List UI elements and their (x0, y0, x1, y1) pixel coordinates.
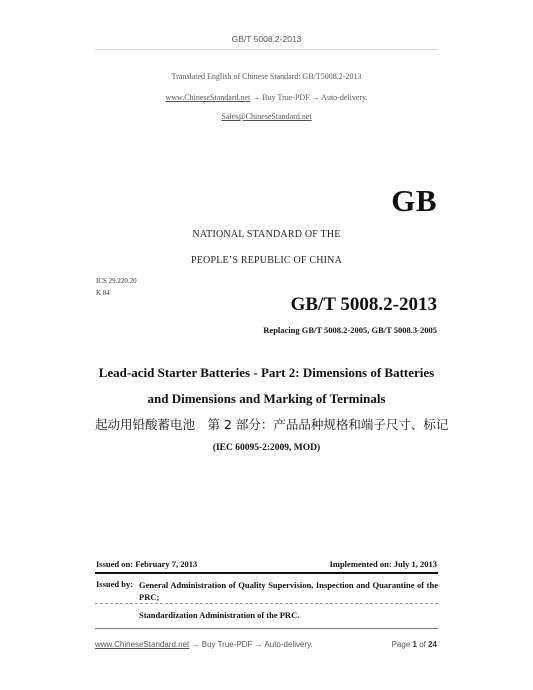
title-line-1: Lead-acid Starter Batteries - Part 2: Dimensions of Batteries (98, 365, 435, 380)
sales-line (0, 112, 533, 121)
gb-mark: GB (391, 183, 437, 218)
national-standard-line-2: PEOPLE’S REPUBLIC OF CHINA (190, 255, 343, 266)
ics-code: ICS 29.220.20 (96, 277, 137, 285)
page-number: 1 (412, 640, 417, 649)
translation-notice: Translated English of Chinese Standard: GB/T5008.2-2013 (171, 72, 362, 81)
page-indicator (392, 640, 437, 649)
chinese-title: 起动用铅酸蓄电池 第 2 部分：产品品种规格和端子尺寸、标记 (95, 417, 449, 432)
page-label: Page (391, 640, 411, 649)
issued-by-label: Issued by: (96, 579, 134, 589)
header-rule (95, 49, 438, 50)
page-total: 24 (428, 640, 437, 649)
footer-links (95, 640, 313, 649)
issue-rule-thick (95, 572, 438, 574)
issued-by-org-1: General Administration of Quality Supervision, Inspection and Quarantine of the PRC; (139, 580, 438, 602)
sales-email-link[interactable]: Sales@ChineseStandard.net (221, 112, 312, 121)
implemented-on: Implemented on: July 1, 2013 (329, 559, 437, 569)
issued-by-org-2: Standardization Administration of the PRC. (139, 610, 300, 620)
standard-number: GB/T 5008.2-2013 (290, 294, 437, 315)
issued-by-divider (95, 603, 438, 604)
national-standard-line-1: NATIONAL STANDARD OF THE (192, 229, 341, 240)
ccs-code: K 84 (96, 289, 110, 297)
issued-on: Issued on: February 7, 2013 (96, 559, 198, 569)
footer-rule (95, 628, 438, 629)
site-line (0, 93, 533, 102)
running-header: GB/T 5008.2-2013 (231, 34, 302, 44)
footer-links-tail: → Buy True-PDF → Auto-delivery. (189, 640, 313, 649)
title-line-2: and Dimensions and Marking of Terminals (147, 391, 386, 406)
of-label: of (419, 640, 426, 649)
footer-site-link[interactable]: www.ChineseStandard.net (95, 640, 190, 649)
site-line-tail: → Buy True-PDF → Auto-delivery. (250, 93, 368, 102)
site-link[interactable]: www.ChineseStandard.net (165, 93, 251, 102)
replacing-note: Replacing GB/T 5008.2-2005, GB/T 5008.3-2005 (263, 325, 437, 335)
iec-reference: (IEC 60095-2:2009, MOD) (212, 443, 321, 453)
